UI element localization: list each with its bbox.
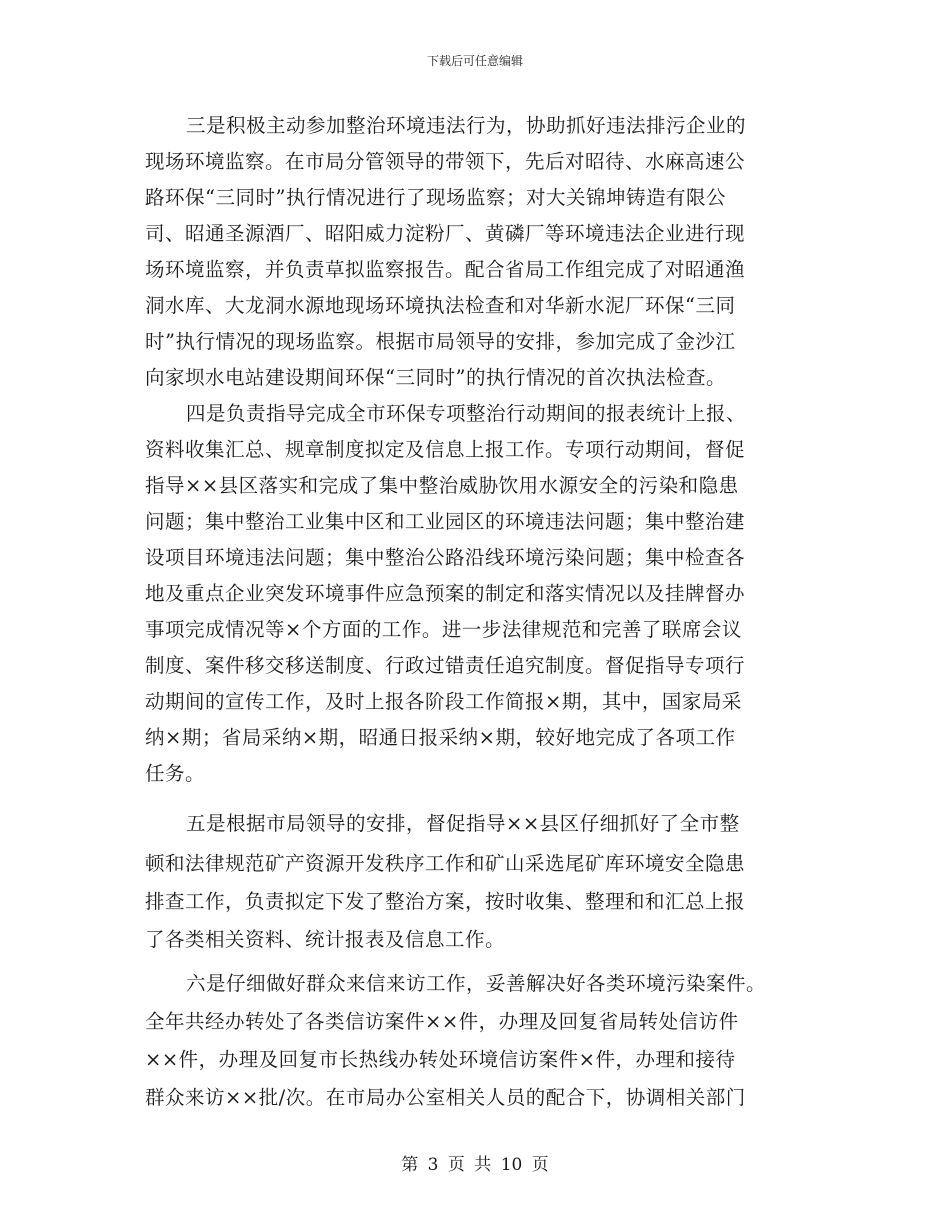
paragraph-5-line-2: 顿和法律规范矿产资源开发秩序工作和矿山采选尾矿库环境安全隐患 — [145, 852, 746, 875]
paragraph-4-line-11: 任务。 — [145, 762, 206, 785]
paragraph-6-line-3: ××件，办理及回复市长热线办转处环境信访案件×件，办理和接待 — [145, 1048, 736, 1071]
paragraph-6-line-4: 群众来访××批/次。在市局办公室相关人员的配合下，协调相关部门 — [145, 1086, 746, 1109]
paragraph-4-line-10: 纳×期；省局采纳×期，昭通日报采纳×期，较好地完成了各项工作 — [145, 726, 736, 749]
paragraph-3-line-8: 向家坝水电站建设期间环保“三同时”的执行情况的首次执法检查。 — [145, 366, 726, 389]
paragraph-5-line-3: 排查工作，负责拟定下发了整治方案，按时收集、整理和和汇总上报 — [145, 890, 746, 913]
paragraph-3-line-6: 洞水库、大龙洞水源地现场环境执法检查和对华新水泥厂环保“三同 — [145, 294, 736, 317]
paragraph-5-line-1: 五是根据市局领导的安排，督促指导××县区仔细抓好了全市整 — [186, 812, 740, 835]
paragraph-4-line-7: 事项完成情况等×个方面的工作。进一步法律规范和完善了联席会议 — [145, 618, 742, 641]
paragraph-5-line-4: 了各类相关资料、统计报表及信息工作。 — [145, 928, 506, 951]
paragraph-4-line-6: 地及重点企业突发环境事件应急预案的制定和落实情况以及挂牌督办 — [145, 582, 746, 605]
paragraph-4-line-3: 指导××县区落实和完成了集中整治威胁饮用水源安全的污染和隐患 — [145, 474, 739, 497]
paragraph-3-line-5: 场环境监察，并负责草拟监察报告。配合省局工作组完成了对昭通渔 — [145, 258, 746, 281]
paragraph-3-line-1: 三是积极主动参加整治环境违法行为，协助抓好违法排污企业的 — [186, 114, 747, 137]
paragraph-4-line-4: 问题；集中整治工业集中区和工业园区的环境违法问题；集中整治建 — [145, 510, 746, 533]
paragraph-3-line-4: 司、昭通圣源酒厂、昭阳威力淀粉厂、黄磷厂等环境违法企业进行现 — [145, 222, 746, 245]
paragraph-3-line-7: 时”执行情况的现场监察。根据市局领导的安排，参加完成了金沙江 — [145, 330, 736, 353]
paragraph-3-line-3: 路环保“三同时”执行情况进行了现场监察；对大关锦坤铸造有限公 — [145, 186, 726, 209]
paragraph-4-line-9: 动期间的宣传工作，及时上报各阶段工作简报×期，其中，国家局采 — [145, 690, 742, 713]
paragraph-3-line-2: 现场环境监察。在市局分管领导的带领下，先后对昭待、水麻高速公 — [145, 150, 746, 173]
paragraph-4-line-5: 设项目环境违法问题；集中整治公路沿线环境污染问题；集中检查各 — [145, 546, 746, 569]
paragraph-6-line-1: 六是仔细做好群众来信来访工作，妥善解决好各类环境污染案件。 — [186, 972, 767, 995]
paragraph-4-line-8: 制度、案件移交移送制度、行政过错责任追究制度。督促指导专项行 — [145, 654, 746, 677]
paragraph-6-line-2: 全年共经办转处了各类信访案件××件，办理及回复省局转处信访件 — [145, 1010, 739, 1033]
paragraph-4-line-2: 资料收集汇总、规章制度拟定及信息上报工作。专项行动期间，督促 — [145, 438, 746, 461]
paragraph-4-line-1: 四是负责指导完成全市环保专项整治行动期间的报表统计上报、 — [186, 402, 747, 425]
page-number: 第 3 页 共 10 页 — [401, 1155, 549, 1175]
page-header-note: 下载后可任意编辑 — [426, 54, 523, 68]
